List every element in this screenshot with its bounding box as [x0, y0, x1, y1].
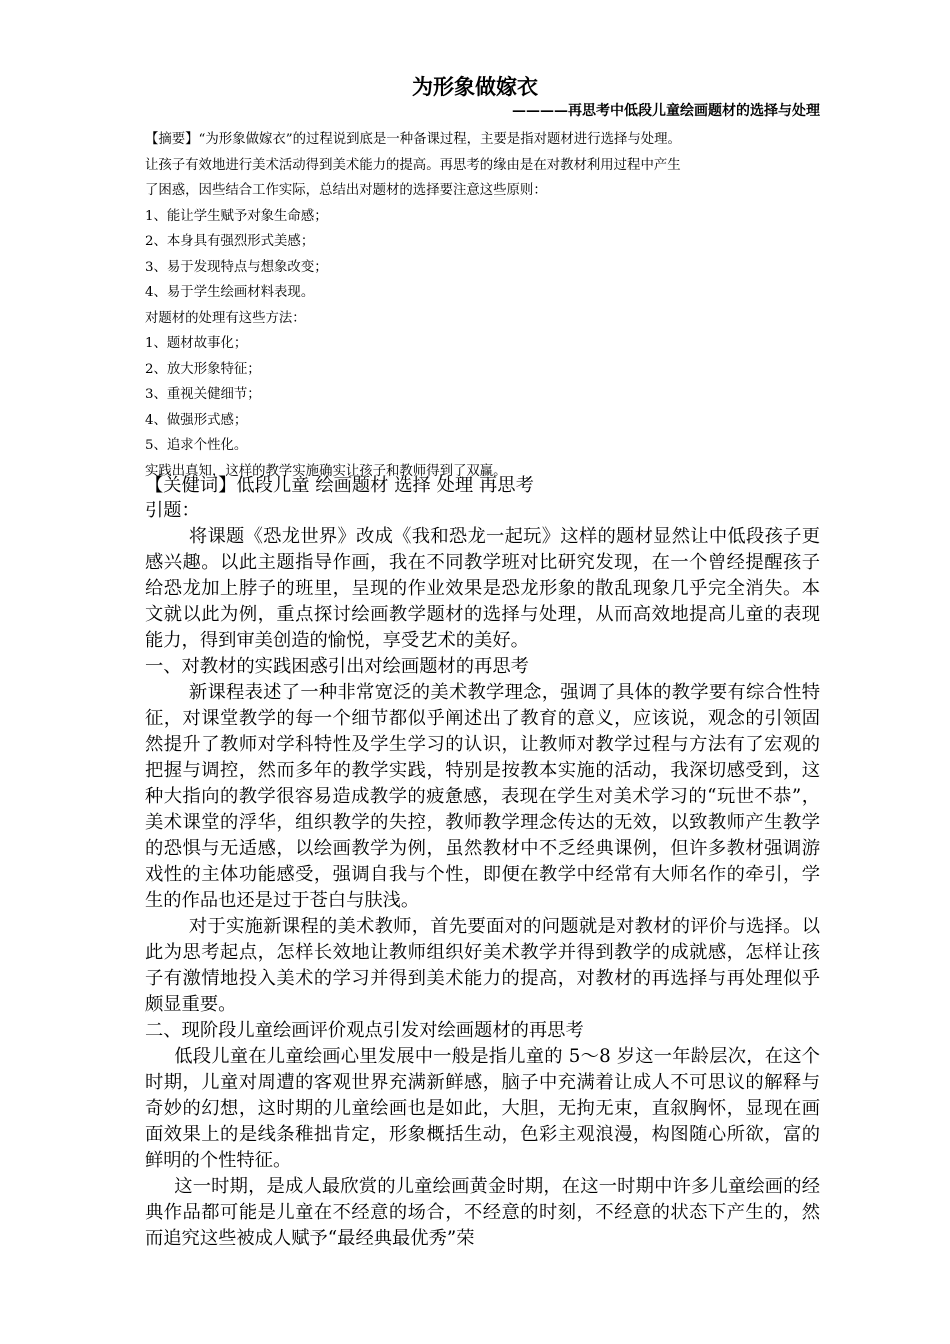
method-item: 5、追求个性化。 — [145, 438, 248, 453]
section2-paragraph-1: 低段儿童在儿童绘画心里发展中一般是指儿童的 5～8 岁这一年龄层次，在这个时期，儿童对周遭的客观世界充满新鲜感，脑子中充满着让成人不可思议的解释与奇妙的幻想，这时期的儿童绘画也是如此，大胆，无拘无束，直叙胸怀，显现在画面效果上的是线条稚拙肯定，形象概括生动，色彩主观浪漫，构图随心所欲，富的鲜明的个性特征。 — [145, 1046, 820, 1171]
method-item: 2、放大形象特征； — [145, 361, 261, 377]
intro-paragraph: 将课题《恐龙世界》改成《我和恐龙一起玩》这样的题材显然让中低段孩子更感兴趣。以此主题指导作画，我在不同教学班对比研究发现，在一个曾经提醒孩子给恐龙加上脖子的班里，呈现的作业效果是恐龙形象的散乱现象几乎完全消失。本文就以此为例，重点探讨绘画教学题材的选择与处理，从而高效地提高儿童的表现能力，得到审美创造的愉悦，享受艺术的美好。 — [145, 526, 820, 651]
section-heading-1: 一、对教材的实践困惑引出对绘画题材的再思考 — [145, 656, 529, 677]
abstract-intro-line: 【摘要】“为形象做嫁衣”的过程说到底是一种备课过程，主要是指对题材进行选择与处理。 — [145, 132, 681, 147]
document-title: 为形象做嫁衣 — [412, 74, 538, 99]
method-item: 3、重视关健细节； — [145, 387, 261, 402]
principle-item: 3、易于发现特点与想象改变； — [145, 259, 328, 275]
section1-paragraph-1: 新课程表述了一种非常宽泛的美术教学理念，强调了具体的教学要有综合性特征，对课堂教学的每一个细节都似乎阐述出了教育的意义，应该说，观念的引领固然提升了教师对学科特性及学生学习的认识，让教师对教学过程与方法有了宏观的把握与调控，然而多年的教学实践，特别是按教本实施的活动，我深切感受到，这种大指向的教学很容易造成教学的疲惫感，表现在学生对美术学习的“玩世不恭”，美术课堂的浮华，组织教学的失控，教师教学理念传达的无效，以致教师产生教学的恐惧与无适感，以绘画教学为例，虽然教材中不乏经典课例，但许多教材强调游戏性的主体功能感受，强调自我与个性，即便在教学中经常有大师名作的牵引，学生的作品也还是过于苍白与肤浅。 — [145, 682, 820, 911]
intro-heading: 引题： — [145, 500, 200, 521]
methods-intro: 对题材的处理有这些方法： — [145, 310, 306, 326]
method-item: 4、做强形式感； — [145, 412, 248, 428]
document-subtitle: ————再思考中低段儿童绘画题材的选择与处理 — [512, 103, 820, 119]
abstract-intro-line: 让孩子有效地进行美术活动得到美术能力的提高。再思考的缘由是在对教材利用过程中产生 — [145, 157, 681, 173]
method-item: 1、题材故事化； — [145, 336, 248, 351]
keywords-line: 【关健词】低段儿童 绘画题材 选择 处理 再思考 — [145, 475, 534, 496]
abstract-section — [145, 127, 815, 484]
section-heading-2: 二、现阶段儿童绘画评价观点引发对绘画题材的再思考 — [145, 1020, 584, 1041]
section1-paragraph-2: 对于实施新课程的美术教师，首先要面对的问题就是对教材的评价与选择。以此为思考起点，怎样长效地让教师组织好美术教学并得到教学的成就感，怎样让孩子有激情地投入美术的学习并得到美术能力的提高，对教材的再选择与再处理似乎颇显重要。 — [145, 916, 820, 1015]
principle-item: 2、本身具有强烈形式美感； — [145, 234, 315, 249]
abstract-intro-line: 了困惑，因些结合工作实际，总结出对题材的选择要注意这些原则： — [145, 183, 547, 198]
abstract-conclusion: 实践出真知，这样的教学实施确实让孩子和教师得到了双赢。 — [145, 463, 507, 479]
body-text — [145, 498, 820, 1252]
principle-item: 1、能让学生赋予对象生命感； — [145, 208, 328, 224]
section2-paragraph-2: 这一时期，是成人最欣赏的儿童绘画黄金时期，在这一时期中许多儿童绘画的经典作品都可能是儿童在不经意的场合，不经意的时刻，不经意的状态下产生的，然而追究这些被成人赋予“最经典最优秀”荣 — [145, 1176, 820, 1249]
principle-item: 4、易于学生绘画材料表现。 — [145, 285, 315, 300]
